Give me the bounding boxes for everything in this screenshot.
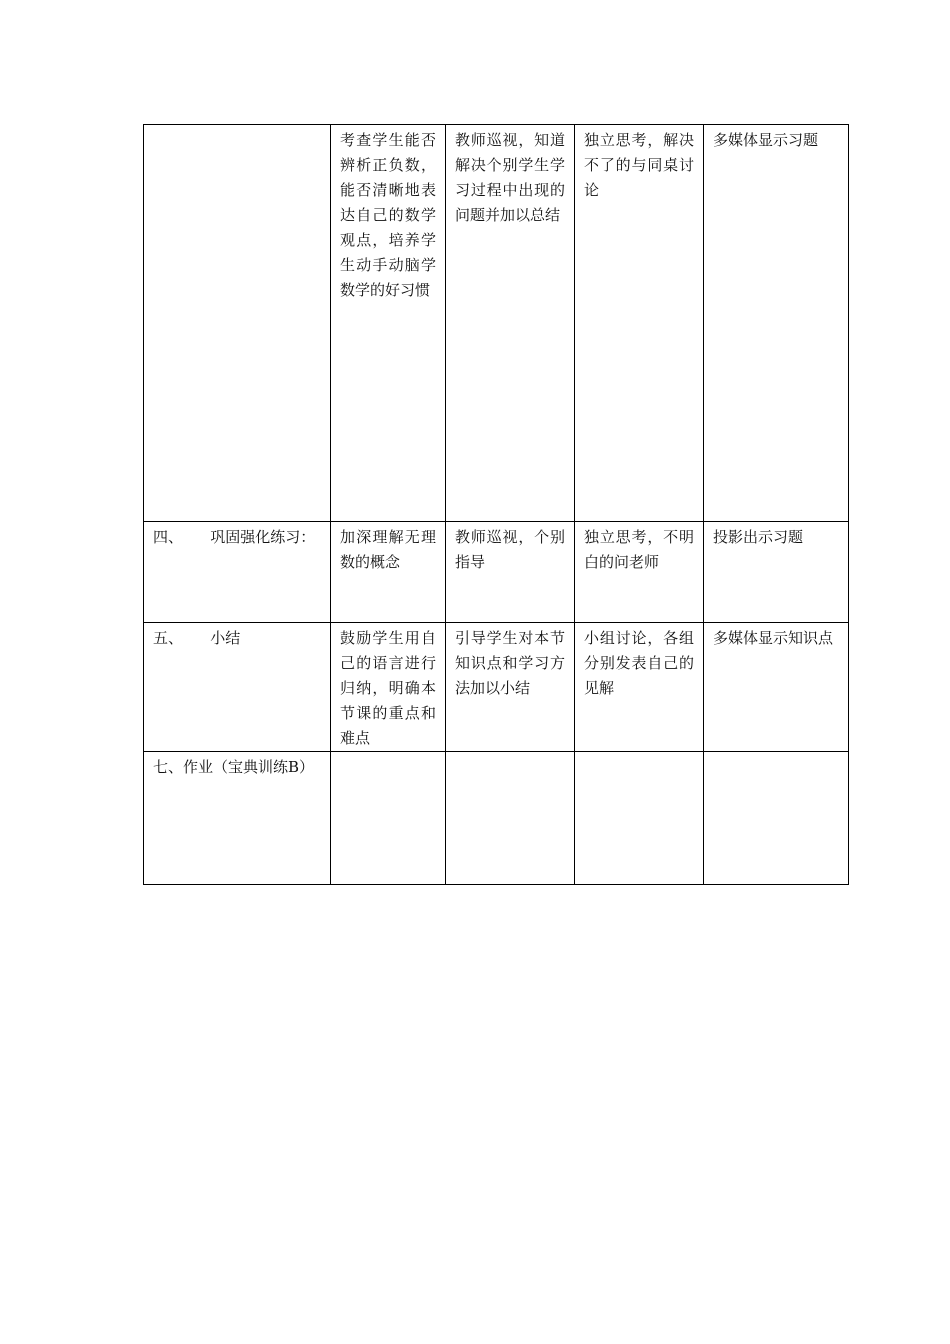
table-row-summary [144, 623, 849, 752]
intent-cell [331, 752, 446, 885]
table-row-consolidation [144, 522, 849, 623]
intent-cell: 鼓励学生用自己的语言进行归纳，明确本节课的重点和难点 [331, 623, 446, 752]
media-cell: 投影出示习题 [704, 522, 849, 623]
teacher-activity-cell: 引导学生对本节知识点和学习方法加以小结 [446, 623, 575, 752]
intent-cell: 加深理解无理数的概念 [331, 522, 446, 623]
student-activity-cell [575, 752, 704, 885]
stage-cell: 四、 巩固强化练习： [144, 522, 331, 623]
stage-cell: 五、 小结 [144, 623, 331, 752]
teacher-activity-cell: 教师巡视，个别指导 [446, 522, 575, 623]
stage-cell [144, 125, 331, 522]
table-row-practice [144, 125, 849, 522]
media-cell: 多媒体显示知识点 [704, 623, 849, 752]
teacher-activity-cell: 教师巡视，知道解决个别学生学习过程中出现的问题并加以总结 [446, 125, 575, 522]
intent-cell: 考查学生能否辨析正负数，能否清晰地表达自己的数学观点，培养学生动手动脑学数学的好习惯 [331, 125, 446, 522]
lesson-plan-table [143, 124, 849, 885]
student-activity-cell: 独立思考，解决不了的与同桌讨论 [575, 125, 704, 522]
student-activity-cell: 独立思考，不明白的问老师 [575, 522, 704, 623]
teacher-activity-cell [446, 752, 575, 885]
student-activity-cell: 小组讨论，各组分别发表自己的见解 [575, 623, 704, 752]
table-row-homework [144, 752, 849, 885]
stage-cell: 七、作业（宝典训练B） [144, 752, 331, 885]
media-cell [704, 752, 849, 885]
media-cell: 多媒体显示习题 [704, 125, 849, 522]
